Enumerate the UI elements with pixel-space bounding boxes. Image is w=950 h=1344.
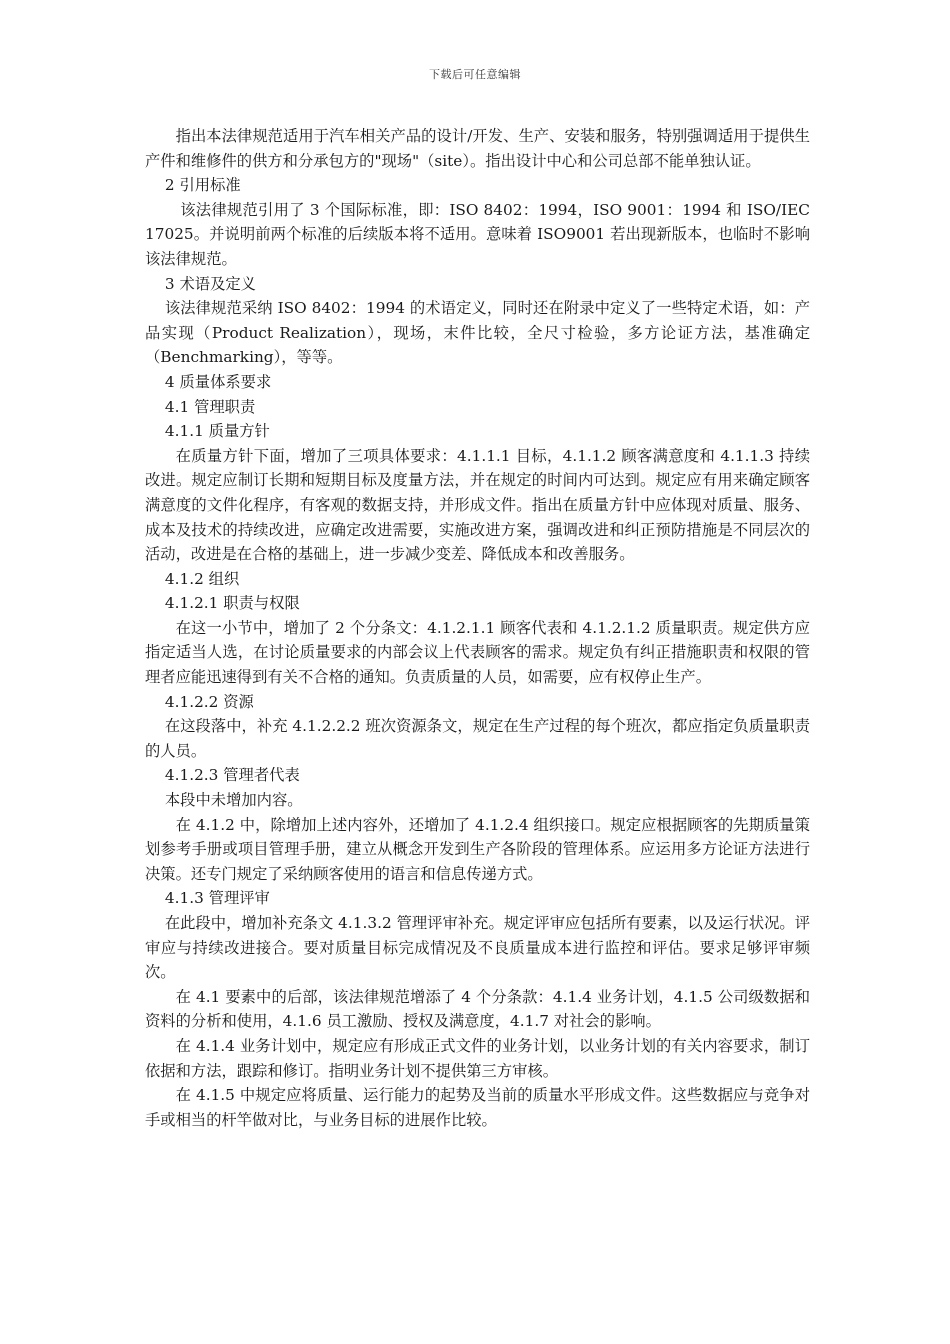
heading-resources: 4.1.2.2 资源	[164, 692, 254, 711]
paragraph-business-plan: 在 4.1.4 业务计划中，规定应有形成正式文件的业务计划，以业务计划的有关内容要求，制订依据和方法，跟踪和修订。指明业务计划不提供第三方审核。	[145, 1036, 810, 1080]
paragraph-company-data: 在 4.1.5 中规定应将质量、运行能力的起势及当前的质量水平形成文件。这些数据应与竞争对手或相当的杆竿做对比，与业务目标的进展作比较。	[145, 1086, 810, 1129]
paragraph-normative-references: 该法律规范引用了 3 个国际标准，即：ISO 8402：1994，ISO 9001：1994 和 ISO/IEC 17025。并说明前两个标准的后续版本将不适用。意味着 ISO9001 若出现新版本，也临时不影响该法律规范。	[145, 200, 810, 268]
page-header-note: 下载后可任意编辑	[429, 68, 521, 81]
paragraph-organizational-interface: 在 4.1.2 中，除增加上述内容外，还增加了 4.1.2.4 组织接口。规定应根据顾客的先期质量策划参考手册或项目管理手册，建立从概念开发到生产各阶段的管理体系。应运用多方论证方法进行决策。还专门规定了采纳顾客使用的语言和信息传递方式。	[145, 815, 810, 883]
paragraph-management-review: 在此段中，增加补充条文 4.1.3.2 管理评审补充。规定评审应包括所有要素，以及运行状况。评审应与持续改进接合。要对质量目标完成情况及不良质量成本进行监控和评估。要求足够评审频次。	[145, 914, 810, 982]
paragraph-scope: 指出本法律规范适用于汽车相关产品的设计/开发、生产、安装和服务，特别强调适用于提供生产件和维修件的供方和分承包方的"现场"（site）。指出设计中心和公司总部不能单独认证。	[145, 127, 810, 170]
heading-normative-references: 2 引用标准	[164, 176, 241, 195]
heading-management-responsibility: 4.1 管理职责	[164, 397, 256, 416]
heading-quality-system: 4 质量体系要求	[164, 372, 272, 391]
paragraph-management-representative: 本段中未增加内容。	[164, 791, 303, 810]
paragraph-terms-definitions: 该法律规范采纳 ISO 8402：1994 的术语定义，同时还在附录中定义了一些特定术语，如：产品实现（Product Realization），现场，末件比较，全尺寸检验，多方论证方法，基准确定（Benchmarking），等等。	[145, 299, 810, 367]
heading-terms-definitions: 3 术语及定义	[164, 274, 256, 293]
paragraph-responsibility-authority: 在这一小节中，增加了 2 个分条文：4.1.2.1.1 顾客代表和 4.1.2.1.2 质量职责。规定供方应指定适当人选，在讨论质量要求的内部会议上代表顾客的需求。规定负有纠正措施职责和权限的管理者应能迅速得到有关不合格的通知。负责质量的人员，如需要，应有权停止生产。	[145, 618, 810, 687]
paragraph-added-subclauses: 在 4.1 要素中的后部，该法律规范增添了 4 个分条款：4.1.4 业务计划，4.1.5 公司级数据和资料的分析和使用，4.1.6 员工激励、授权及满意度，4.1.7 对社会的影响。	[145, 987, 810, 1031]
heading-management-review: 4.1.3 管理评审	[164, 889, 270, 908]
heading-quality-policy: 4.1.1 质量方针	[164, 422, 270, 441]
heading-management-representative: 4.1.2.3 管理者代表	[164, 766, 300, 785]
heading-organization: 4.1.2 组织	[164, 569, 240, 588]
paragraph-resources: 在这段落中，补充 4.1.2.2.2 班次资源条文，规定在生产过程的每个班次，都应指定负质量职责的人员。	[145, 717, 810, 760]
paragraph-quality-policy: 在质量方针下面，增加了三项具体要求：4.1.1.1 目标，4.1.1.2 顾客满意度和 4.1.1.3 持续改进。规定应制订长期和短期目标及度量方法，并在规定的时间内可达到。规定应有用来确定顾客满意度的文件化程序，有客观的数据支持，并形成文件。指出在质量方针中应体现对质量、服务、成本及技术的持续改进，应确定改进需要，实施改进方案，强调改进和纠正预防措施是不同层次的活动，改进是在合格的基础上，进一步减少变差、降低成本和改善服务。	[145, 446, 810, 564]
document-body	[145, 124, 810, 1132]
heading-responsibility-authority: 4.1.2.1 职责与权限	[164, 594, 300, 613]
